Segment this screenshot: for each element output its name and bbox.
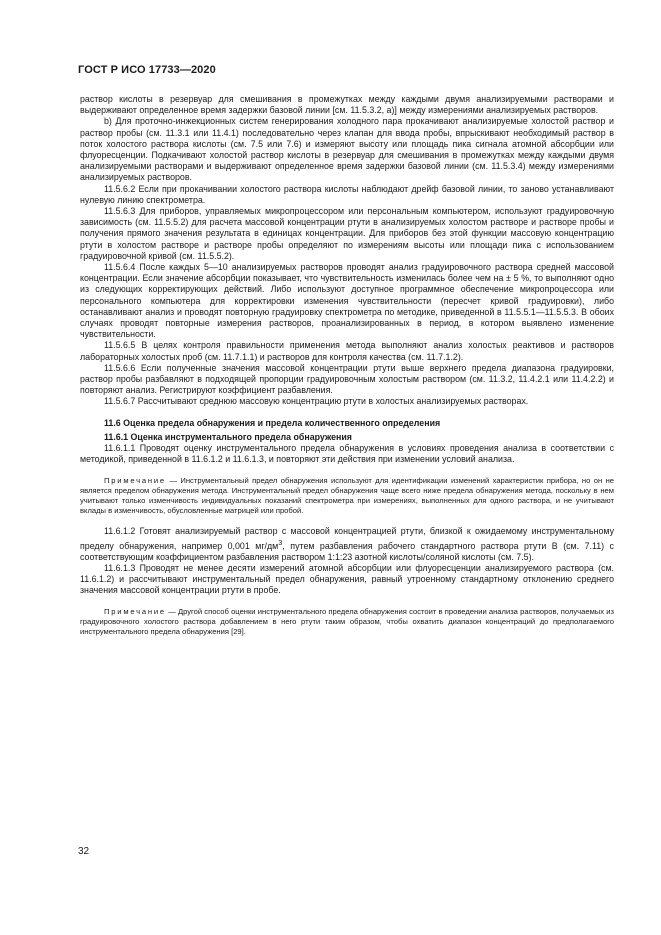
paragraph-text: , путем разбавления рабочего стандартного раствора ртути B (см. 7.11) с соответствующим коэффициентом разбавления раствором 1:1:23 азотной кислоты/соляной кислоты (см. 7.5). [80, 540, 614, 562]
paragraph: раствор кислоты в резервуар для смешивания в промежутках между каждыми двумя анализируемыми растворами и выдерживают определенное время задержки базовой линии [см. 11.5.3.2, a)] между измерениями анализируемых растворов. [80, 94, 614, 116]
paragraph: 11.5.6.7 Рассчитывают среднюю массовую концентрацию ртути в холостых анализируемых растворах. [104, 396, 529, 407]
paragraph: 11.6.1.1 Проводят оценку инструментального предела обнаружения в условиях проведения анализа в соответствии с методикой, приведенной в 11.6.1.2 и 11.6.1.3, и повторяют эти действия при изменении условий анализа. [80, 443, 614, 465]
paragraph: 11.5.6.2 Если при прокачивании холостого раствора кислоты наблюдают дрейф базовой линии, то заново устанавливают нулевую линию спектрометра. [80, 183, 614, 205]
superscript: 3 [278, 537, 283, 547]
paragraph: 11.5.6.4 После каждых 5—10 анализируемых растворов проводят анализ градуировочного раствора средней массовой концентрации. Если значение абсорбции показывает, что чувствительность изменилась более чем на ± 5 %, то выполняют одно из следующих корректирующих действий. Либо используют доступное программное обеспечение микропроцессора или персонального компьютера для корректировки изменения чувствительности (пересчет кривой градуировки), либо останавливают анализ и проводят повторную градуировку спектрометра по методике, приведенной в 11.5.5.1—11.5.5.3. В обоих случаях проводят повторные измерения растворов, проанализированных в период, в котором выявлено изменение чувствительности. [80, 262, 614, 340]
paragraph [80, 526, 614, 564]
note [80, 607, 614, 637]
page-content [80, 94, 614, 637]
paragraph-text: 11.6.1.2 Готовят анализируемый раствор с массовой концентрацией ртути, близкой к ожидаемому инструментальному пределу обнаружения, например 0,001 мг/дм [80, 525, 614, 551]
note-text: — Другой способ оценки инструментального предела обнаружения состоит в проведении анализа растворов, получаемых из градуировочного холостого раствора добавлением в него ртути таким образом, чтобы охватить диапазон концентраций до предполагаемого инструментального предела обнаружения [29]. [80, 606, 614, 636]
note-label: Примечание [104, 475, 166, 485]
paragraph: b) Для проточно-инжекционных систем генерирования холодного пара прокачивают анализируемые холостой раствор и раствор пробы (см. 11.3.1 или 11.4.1) последовательно через клапан для ввода пробы, впрыскивают необходимый раствор в поток холостого раствора кислоты (см. 7.5 или 7.6) и измеряют высоту или площадь пика сигнала атомной абсорбции или флуоресценции. Подкачивают холостой раствор кислоты в резервуар для смешивания в промежутках между каждыми двумя анализируемыми растворами и выдерживают определенное время задержки базовой линии (см. 11.5.3.4) между измерениями анализируемых растворов. [80, 116, 614, 183]
document-code: ГОСТ Р ИСО 17733—2020 [78, 64, 216, 76]
subsection-heading: 11.6.1 Оценка инструментального предела обнаружения [104, 431, 352, 442]
paragraph: 11.6.1.3 Проводят не менее десяти измерений атомной абсорбции или флуоресценции анализируемого раствора (см. 11.6.1.2) и рассчитывают инструментальный предел обнаружения, равный утроенному стандартному отклонению среднего значения массовой концентрации ртути в пробе. [80, 563, 614, 596]
paragraph: 11.5.6.6 Если полученные значения массовой концентрации ртути выше верхнего предела диапазона градуировки, раствор пробы разбавляют в подходящей пропорции градуировочным холостым раствором (см. 11.3.2, 11.4.2.1 или 11.4.2.2) и повторяют анализ. Регистрируют коэффициент разбавления. [80, 362, 614, 396]
paragraph: 11.5.6.5 В целях контроля правильности применения метода выполняют анализ холостых реактивов и растворов лабораторных холостых проб (см. 11.7.1.1) и растворов для контроля качества (см. 11.7.1.2). [80, 340, 614, 362]
page-number: 32 [78, 846, 90, 857]
note [80, 476, 614, 516]
note-text: — Инструментальный предел обнаружения используют для идентификации изменений характеристик прибора, но он не является пределом обнаружения метода. Инструментальный предел обнаружения чаще всего ниже предела обнаружения метода, поскольку в нем учитывают только изменчивость индивидуальных показаний спектрометра при измерениях, выполненных для одного раствора, и не учитывают вклады в изменчивость, обусловленные матрицей или пробой. [80, 475, 614, 515]
section-heading: 11.6 Оценка предела обнаружения и предела количественного определения [104, 417, 441, 428]
note-label: Примечание [104, 606, 166, 616]
paragraph: 11.5.6.3 Для приборов, управляемых микропроцессором или персональным компьютером, используют градуировочную зависимость (см. 11.5.5.2) для расчета массовой концентрации ртути в анализируемых холостом растворе и растворе пробы и получения прямого значения результата в единицах концентрации. Для приборов без этой функции массовую концентрацию ртути в холостом растворе и растворе пробы определяют по измерениям высоты или площади пика с использованием градуировочной кривой (см. 11.5.5.2). [80, 206, 614, 261]
